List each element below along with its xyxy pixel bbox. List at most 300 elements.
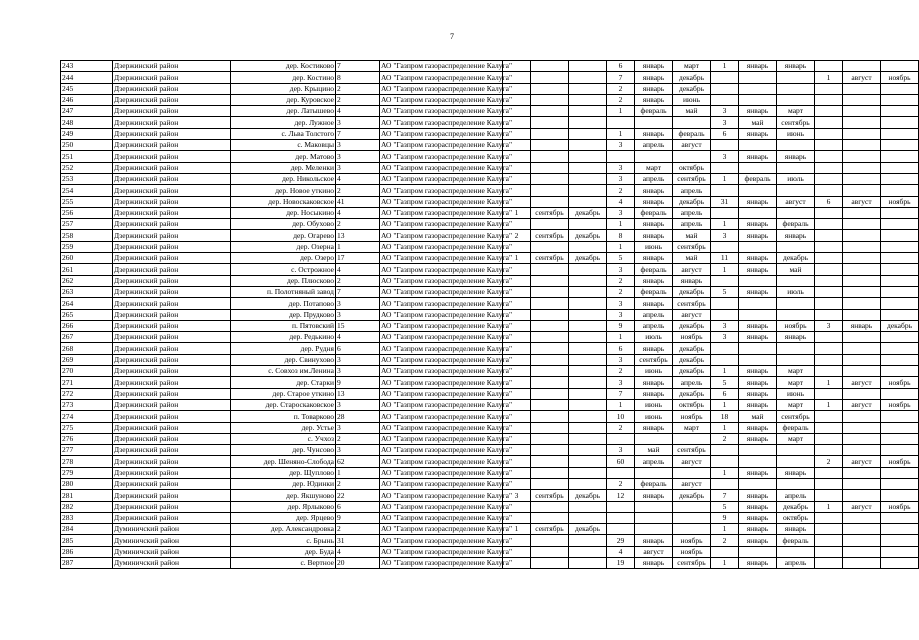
p1-end-month-cell (569, 185, 607, 196)
p2-end-month-cell: ноябрь (673, 546, 711, 557)
table-row (61, 490, 919, 501)
p2-start-month-cell: май (635, 445, 673, 456)
p1-start-month-cell (531, 151, 569, 162)
p2-start-month-cell (635, 467, 673, 478)
p2-start-month-cell: июнь (635, 399, 673, 410)
p2-count-cell: 12 (607, 490, 635, 501)
district-cell: Дзержинский район (113, 309, 231, 320)
p2-count-cell: 4 (607, 546, 635, 557)
p4-end-month-cell (881, 286, 919, 297)
locality-cell: дер. Куровское (231, 94, 336, 105)
locality-cell: дер. Новоскаковское (231, 196, 336, 207)
locality-cell: с. Маковцы (231, 140, 336, 151)
table-row (61, 546, 919, 557)
p4-count-cell (815, 185, 843, 196)
p3-start-month-cell (739, 162, 777, 173)
p1-end-month-cell (569, 162, 607, 173)
p4-count-cell (815, 106, 843, 117)
p2-count-cell: 2 (607, 83, 635, 94)
row-number-cell: 252 (61, 162, 113, 173)
p1-end-month-cell (569, 411, 607, 422)
table-row (61, 399, 919, 410)
total-count-cell: 41 (336, 196, 380, 207)
locality-cell: дер. Старое уткино (231, 388, 336, 399)
organization-cell: АО "Газпром газораспределение Калуга" (381, 129, 513, 139)
p2-start-month-cell: январь (635, 343, 673, 354)
district-cell: Дзержинский район (113, 117, 231, 128)
p2-end-month-cell (673, 151, 711, 162)
p3-count-cell: 1 (711, 366, 739, 377)
district-cell: Думиничский район (113, 546, 231, 557)
table-row (61, 151, 919, 162)
p3-start-month-cell (739, 456, 777, 467)
district-cell: Думиничский район (113, 524, 231, 535)
p1-end-month-cell (569, 72, 607, 83)
p3-count-cell: 3 (711, 151, 739, 162)
table-row (61, 241, 919, 252)
organization-cell: АО "Газпром газораспределение Калуга" (381, 355, 513, 365)
p3-count-cell: 6 (711, 388, 739, 399)
p3-start-month-cell: январь (739, 61, 777, 72)
p3-start-month-cell: январь (739, 512, 777, 523)
p2-start-month-cell: январь (635, 61, 673, 72)
p4-start-month-cell (843, 433, 881, 444)
p2-start-month-cell: август (635, 546, 673, 557)
p1-start-month-cell (531, 411, 569, 422)
organization-cell: АО "Газпром газораспределение Калуга" (381, 558, 513, 568)
p3-start-month-cell: январь (739, 151, 777, 162)
p2-count-cell: 3 (607, 445, 635, 456)
district-cell: Дзержинский район (113, 501, 231, 512)
p3-end-month-cell: февраль (777, 219, 815, 230)
p2-count-cell: 7 (607, 72, 635, 83)
table-row (61, 512, 919, 523)
p4-count-cell (815, 478, 843, 489)
organization-cell: АО "Газпром газораспределение Калуга" (381, 174, 513, 184)
organization-cell: АО "Газпром газораспределение Калуга" (381, 275, 513, 285)
p2-count-cell: 2 (607, 422, 635, 433)
p3-end-month-cell: декабрь (777, 253, 815, 264)
p4-start-month-cell (843, 162, 881, 173)
table-row (61, 94, 919, 105)
district-cell: Дзержинский район (113, 433, 231, 444)
p4-end-month-cell (881, 241, 919, 252)
p4-count-cell (815, 546, 843, 557)
p4-count-cell (815, 343, 843, 354)
p3-end-month-cell: сентябрь (777, 117, 815, 128)
p4-count-cell (815, 264, 843, 275)
organization-cell: АО "Газпром газораспределение Калуга" (381, 343, 513, 353)
p4-count-cell (815, 524, 843, 535)
p1-end-month-cell: декабрь (569, 253, 607, 264)
p3-count-cell: 5 (711, 286, 739, 297)
p2-count-cell: 1 (607, 128, 635, 139)
table-row (61, 61, 919, 72)
organization-cell: АО "Газпром газораспределение Калуга" (381, 377, 513, 387)
p1-start-month-cell (531, 264, 569, 275)
p3-count-cell: 18 (711, 411, 739, 422)
locality-cell: с. Льва Толстого (231, 128, 336, 139)
locality-cell: дер. Староскаковское (231, 399, 336, 410)
p3-count-cell: 2 (711, 433, 739, 444)
organization-cell: АО "Газпром газораспределение Калуга" (381, 524, 513, 534)
total-count-cell: 1 (336, 467, 380, 478)
p2-end-month-cell (673, 117, 711, 128)
table-row (61, 501, 919, 512)
p4-count-cell (815, 140, 843, 151)
organization-cell: АО "Газпром газораспределение Калуга" (381, 434, 513, 444)
p3-start-month-cell (739, 207, 777, 218)
row-number-cell: 274 (61, 411, 113, 422)
p4-end-month-cell (881, 535, 919, 546)
organization-cell: АО "Газпром газораспределение Калуга" (381, 140, 513, 150)
p4-end-month-cell: ноябрь (881, 377, 919, 388)
p3-start-month-cell: май (739, 117, 777, 128)
p2-count-cell: 3 (607, 162, 635, 173)
p2-start-month-cell: январь (635, 558, 673, 569)
locality-cell: дер. Крыцино (231, 83, 336, 94)
p2-count-cell: 2 (607, 275, 635, 286)
locality-cell: дер. Юдинки (231, 478, 336, 489)
total-count-cell: 3 (336, 445, 380, 456)
p4-end-month-cell: ноябрь (881, 456, 919, 467)
p1-end-month-cell (569, 478, 607, 489)
locality-cell: с. Острожное (231, 264, 336, 275)
p4-count-cell (815, 309, 843, 320)
row-number-cell: 247 (61, 106, 113, 117)
p3-end-month-cell (777, 546, 815, 557)
total-count-cell: 6 (336, 343, 380, 354)
p3-count-cell: 1 (711, 467, 739, 478)
p3-count-cell (711, 207, 739, 218)
table-row (61, 535, 919, 546)
total-count-cell: 31 (336, 535, 380, 546)
total-count-cell: 2 (336, 94, 380, 105)
p4-start-month-cell (843, 535, 881, 546)
p3-count-cell (711, 140, 739, 151)
row-number-cell: 278 (61, 456, 113, 467)
p3-end-month-cell: октябрь (777, 512, 815, 523)
p4-count-cell (815, 94, 843, 105)
p4-start-month-cell (843, 264, 881, 275)
table-row (61, 332, 919, 343)
table-row (61, 162, 919, 173)
p2-count-cell (607, 433, 635, 444)
p4-end-month-cell (881, 546, 919, 557)
p4-start-month-cell (843, 332, 881, 343)
p3-end-month-cell: апрель (777, 490, 815, 501)
p2-start-month-cell: июнь (635, 366, 673, 377)
p2-start-month-cell: январь (635, 490, 673, 501)
p2-start-month-cell (635, 117, 673, 128)
p4-count-cell: 1 (815, 399, 843, 410)
p3-end-month-cell (777, 140, 815, 151)
locality-cell: дер. Костиково (231, 61, 336, 72)
p2-count-cell: 1 (607, 332, 635, 343)
p2-end-month-cell: август (673, 309, 711, 320)
district-cell: Дзержинский район (113, 512, 231, 523)
p3-start-month-cell: январь (739, 558, 777, 569)
p1-end-month-cell (569, 298, 607, 309)
p4-start-month-cell (843, 230, 881, 241)
p4-start-month-cell (843, 275, 881, 286)
p2-end-month-cell: август (673, 478, 711, 489)
p4-count-cell (815, 388, 843, 399)
p1-start-month-cell (531, 61, 569, 72)
p3-count-cell (711, 445, 739, 456)
p3-start-month-cell: январь (739, 467, 777, 478)
organization-cell: АО "Газпром газораспределение Калуга" (381, 185, 513, 195)
p1-end-month-cell (569, 332, 607, 343)
district-cell: Дзержинский район (113, 422, 231, 433)
p1-start-month-cell (531, 332, 569, 343)
organization-cell: АО "Газпром газораспределение Калуга" (381, 106, 513, 116)
p2-end-month-cell: март (673, 61, 711, 72)
table-row (61, 173, 919, 184)
p1-end-month-cell (569, 275, 607, 286)
total-count-cell: 3 (336, 366, 380, 377)
row-number-cell: 270 (61, 366, 113, 377)
p2-count-cell: 5 (607, 253, 635, 264)
p3-count-cell (711, 241, 739, 252)
p2-start-month-cell: январь (635, 535, 673, 546)
p3-count-cell (711, 546, 739, 557)
p2-end-month-cell: декабрь (673, 354, 711, 365)
p3-count-cell (711, 343, 739, 354)
total-count-cell: 1 (336, 241, 380, 252)
p3-count-cell: 3 (711, 320, 739, 331)
organization-cell: АО "Газпром газораспределение Калуга" (381, 162, 513, 172)
p3-count-cell: 1 (711, 61, 739, 72)
row-number-cell: 264 (61, 298, 113, 309)
table-row (61, 253, 919, 264)
p4-count-cell (815, 151, 843, 162)
p1-start-month-cell (531, 343, 569, 354)
p4-start-month-cell (843, 343, 881, 354)
p4-count-cell (815, 332, 843, 343)
district-cell: Дзержинский район (113, 128, 231, 139)
locality-cell: дер. Прудково (231, 309, 336, 320)
p3-count-cell: 3 (711, 230, 739, 241)
p3-end-month-cell: январь (777, 61, 815, 72)
p4-start-month-cell (843, 185, 881, 196)
p2-start-month-cell: январь (635, 275, 673, 286)
organization-cell: АО "Газпром газораспределение Калуга" (381, 490, 513, 500)
district-cell: Дзержинский район (113, 253, 231, 264)
p2-start-month-cell: январь (635, 72, 673, 83)
p4-end-month-cell (881, 422, 919, 433)
p2-end-month-cell: ноябрь (673, 332, 711, 343)
total-count-cell: 2 (336, 478, 380, 489)
district-cell: Дзержинский район (113, 366, 231, 377)
p2-count-cell: 3 (607, 309, 635, 320)
p2-count-cell: 4 (607, 196, 635, 207)
p3-count-cell: 9 (711, 512, 739, 523)
table-row (61, 83, 919, 94)
district-cell: Дзержинский район (113, 151, 231, 162)
organization-cell: АО "Газпром газораспределение Калуга" (381, 83, 513, 93)
p3-start-month-cell (739, 354, 777, 365)
organization-cell: АО "Газпром газораспределение Калуга" (381, 287, 513, 297)
p2-count-cell: 3 (607, 354, 635, 365)
p4-end-month-cell (881, 151, 919, 162)
p3-count-cell: 5 (711, 377, 739, 388)
p2-start-month-cell (635, 433, 673, 444)
p2-end-month-cell: январь (673, 275, 711, 286)
p4-count-cell (815, 433, 843, 444)
district-cell: Дзержинский район (113, 61, 231, 72)
p4-start-month-cell (843, 490, 881, 501)
district-cell: Дзержинский район (113, 106, 231, 117)
p2-start-month-cell: январь (635, 185, 673, 196)
p2-start-month-cell: июнь (635, 241, 673, 252)
p3-start-month-cell: январь (739, 433, 777, 444)
p2-end-month-cell: декабрь (673, 286, 711, 297)
p4-count-cell (815, 535, 843, 546)
p4-start-month-cell (843, 411, 881, 422)
p1-count-cell: 1 (503, 524, 531, 535)
row-number-cell: 285 (61, 535, 113, 546)
p2-count-cell: 3 (607, 207, 635, 218)
row-number-cell: 250 (61, 140, 113, 151)
p4-start-month-cell (843, 354, 881, 365)
p2-end-month-cell: апрель (673, 219, 711, 230)
locality-cell: дер. Устье (231, 422, 336, 433)
locality-cell: п. Пятовский (231, 320, 336, 331)
total-count-cell: 20 (336, 558, 380, 569)
total-count-cell: 9 (336, 512, 380, 523)
locality-cell: дер. Шеняно-Слобода (231, 456, 336, 467)
p3-start-month-cell: январь (739, 366, 777, 377)
organization-cell: АО "Газпром газораспределение Калуга" (381, 196, 513, 206)
p2-end-month-cell (673, 501, 711, 512)
total-count-cell: 9 (336, 377, 380, 388)
p1-end-month-cell (569, 354, 607, 365)
p3-end-month-cell: июль (777, 173, 815, 184)
table-row (61, 411, 919, 422)
organization-cell: АО "Газпром газораспределение Калуга" (381, 151, 513, 161)
p1-end-month-cell (569, 140, 607, 151)
p3-end-month-cell (777, 185, 815, 196)
p1-start-month-cell (531, 298, 569, 309)
p4-end-month-cell (881, 162, 919, 173)
p2-count-cell: 2 (607, 94, 635, 105)
p4-start-month-cell (843, 546, 881, 557)
page-number: 7 (450, 32, 454, 41)
row-number-cell: 265 (61, 309, 113, 320)
p3-end-month-cell: февраль (777, 535, 815, 546)
p4-end-month-cell: декабрь (881, 320, 919, 331)
p1-start-month-cell: сентябрь (531, 253, 569, 264)
p2-count-cell (607, 501, 635, 512)
row-number-cell: 258 (61, 230, 113, 241)
locality-cell: дер. Потапово (231, 298, 336, 309)
organization-cell: АО "Газпром газораспределение Калуга" (381, 388, 513, 398)
total-count-cell: 7 (336, 286, 380, 297)
p3-count-cell (711, 298, 739, 309)
p4-count-cell (815, 558, 843, 569)
row-number-cell: 263 (61, 286, 113, 297)
p4-count-cell (815, 230, 843, 241)
locality-cell: с. Вертное (231, 558, 336, 569)
p2-count-cell: 3 (607, 264, 635, 275)
p4-start-month-cell (843, 219, 881, 230)
p4-count-cell (815, 298, 843, 309)
total-count-cell: 3 (336, 140, 380, 151)
p2-end-month-cell: сентябрь (673, 173, 711, 184)
p4-start-month-cell (843, 117, 881, 128)
district-cell: Дзержинский район (113, 490, 231, 501)
p2-end-month-cell: июнь (673, 94, 711, 105)
p3-count-cell: 11 (711, 253, 739, 264)
p4-start-month-cell (843, 128, 881, 139)
p1-start-month-cell: сентябрь (531, 230, 569, 241)
p4-end-month-cell (881, 433, 919, 444)
p1-start-month-cell (531, 388, 569, 399)
p2-start-month-cell (635, 151, 673, 162)
row-number-cell: 254 (61, 185, 113, 196)
p2-count-cell: 2 (607, 366, 635, 377)
p4-start-month-cell (843, 83, 881, 94)
p3-count-cell: 2 (711, 535, 739, 546)
p1-end-month-cell: декабрь (569, 230, 607, 241)
p3-start-month-cell (739, 298, 777, 309)
p4-start-month-cell: август (843, 196, 881, 207)
p3-end-month-cell (777, 83, 815, 94)
p2-count-cell: 8 (607, 230, 635, 241)
p4-count-cell (815, 275, 843, 286)
p2-count-cell: 6 (607, 343, 635, 354)
p1-start-month-cell (531, 535, 569, 546)
p2-end-month-cell (673, 433, 711, 444)
p3-start-month-cell (739, 275, 777, 286)
p2-end-month-cell: декабрь (673, 320, 711, 331)
district-cell: Дзержинский район (113, 241, 231, 252)
p4-count-cell (815, 422, 843, 433)
row-number-cell: 251 (61, 151, 113, 162)
p1-start-month-cell (531, 399, 569, 410)
p2-end-month-cell (673, 512, 711, 523)
p4-count-cell (815, 241, 843, 252)
p2-start-month-cell: февраль (635, 478, 673, 489)
table-row (61, 558, 919, 569)
p1-end-month-cell (569, 388, 607, 399)
p1-start-month-cell (531, 320, 569, 331)
row-number-cell: 260 (61, 253, 113, 264)
p3-start-month-cell: май (739, 411, 777, 422)
p4-end-month-cell (881, 106, 919, 117)
organization-cell: АО "Газпром газораспределение Калуга" (381, 61, 513, 71)
p3-start-month-cell: январь (739, 106, 777, 117)
total-count-cell: 4 (336, 546, 380, 557)
p4-count-cell: 6 (815, 196, 843, 207)
p4-count-cell: 1 (815, 72, 843, 83)
p3-end-month-cell: январь (777, 230, 815, 241)
p3-end-month-cell: май (777, 264, 815, 275)
district-cell: Дзержинский район (113, 286, 231, 297)
locality-cell: дер. Свинухово (231, 354, 336, 365)
p2-start-month-cell (635, 524, 673, 535)
p1-start-month-cell (531, 83, 569, 94)
p2-end-month-cell: август (673, 456, 711, 467)
district-cell: Дзержинский район (113, 478, 231, 489)
p2-count-cell: 7 (607, 388, 635, 399)
total-count-cell: 3 (336, 117, 380, 128)
p2-count-cell: 1 (607, 241, 635, 252)
locality-cell: дер. Озеро (231, 253, 336, 264)
p1-start-month-cell (531, 558, 569, 569)
p2-count-cell: 2 (607, 185, 635, 196)
